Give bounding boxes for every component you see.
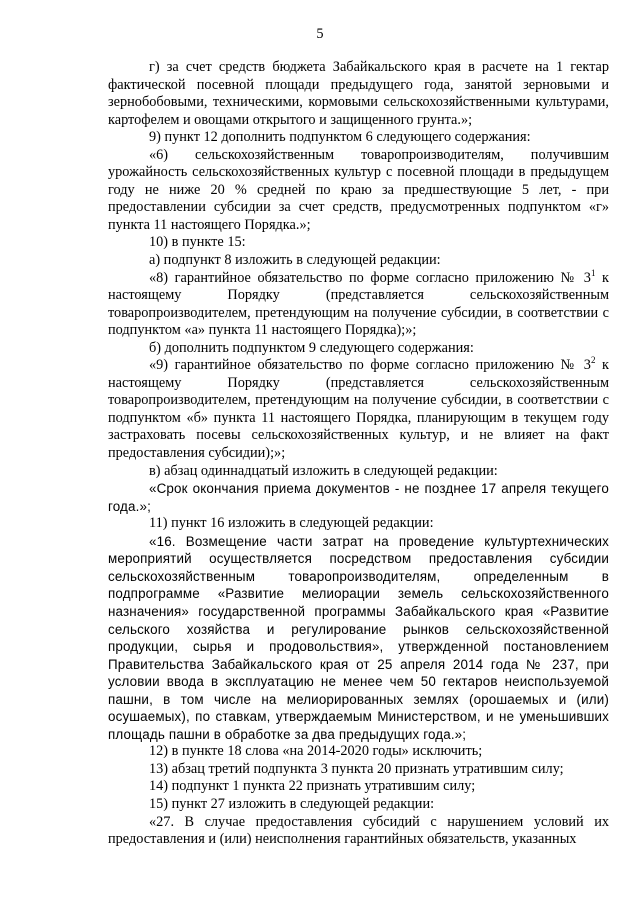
paragraph-item-11: 11) пункт 16 изложить в следующей редакции: <box>149 515 434 532</box>
paragraph-item-14: 14) подпункт 1 пункта 22 признать утратившим силу; <box>149 778 476 795</box>
paragraph-item-16-text: «16. Возмещение части затрат на проведение культуртехнических мероприятий осуществляется посредством предоставления субсидии сельскохозяйственным товаропроизводителям, определенным в подпрограмме «Развитие мелиорации земель сельскохозяйственного назначения» государственной программы Забайкальского края «Развитие сельского хозяйства и регулирование рынков сельскохозяйственной продукции, сырья и продовольствия», утвержденной постановлением Правительства Забайкальского края от 25 апреля 2014 года № 237, при условии ввода в эксплуатацию не менее чем 50 гектаров неиспользуемой пашни, в том числе на мелиорированных землях (орошаемых и (или) осушаемых), по ставкам, утверждаемым Министерством, и не уменьшивших площадь пашни в обработке за два предыдущих года.»; <box>108 533 609 742</box>
appendix-superscript-2: 2 <box>590 355 596 366</box>
document-body <box>108 59 609 849</box>
paragraph-item-27-text: «27. В случае предоставления субсидий с нарушением условий их предоставления и (или) неисполнения гарантийных обязательств, указанных <box>108 813 609 848</box>
paragraph-item-9: 9) пункт 12 дополнить подпунктом 6 следующего содержания: <box>149 129 531 146</box>
page-number: 5 <box>316 26 324 42</box>
appendix-superscript-1: 1 <box>590 267 596 278</box>
paragraph-subitem-v: в) абзац одиннадцатый изложить в следующей редакции: <box>149 462 498 479</box>
paragraph-item-10: 10) в пункте 15: <box>149 234 246 251</box>
paragraph-subitem-b: б) дополнить подпунктом 9 следующего содержания: <box>149 339 474 356</box>
paragraph-subitem-g: г) за счет средств бюджета Забайкальского края в расчете на 1 гектар фактической посевной площади предыдущего года, занятой зерновыми и зернобобовыми, техническими, кормовыми сельскохозяйственными культурами, картофелем и овощами открытого и защищенного грунта.»; <box>108 59 609 128</box>
paragraph-subitem-9-text-after: к настоящему Порядку (представляется сельскохозяйственным товаропроизводителем, претендующим на получение субсидии, в соответствии с подпунктом «б» пункта 11 настоящего Порядка, планирующим в текущем году застраховать посевы сельскохозяйственных культур, и не влияет на факт предоставления субсидии);»; <box>108 357 609 462</box>
paragraph-subitem-8-text-before: «8) гарантийное обязательство по форме согласно приложению № 3 <box>149 269 591 286</box>
paragraph-subitem-a: а) подпункт 8 изложить в следующей редакции: <box>149 252 441 269</box>
paragraph-item-12: 12) в пункте 18 слова «на 2014-2020 годы» исключить; <box>149 743 483 760</box>
paragraph-item-15: 15) пункт 27 изложить в следующей редакции: <box>149 795 435 812</box>
paragraph-subitem-6: «6) сельскохозяйственным товаропроизводителям, получившим урожайность сельскохозяйственных культур с посевной площади в предыдущем году не ниже 20 % средней по краю за предшествующие 5 лет, - при предоставлении субсидии за счет средств, предусмотренных подпунктом «г» пункта 11 настоящего Порядка.»; <box>108 146 609 233</box>
paragraph-subitem-8-text-after: к настоящему Порядку (представляется сельскохозяйственным товаропроизводителем, претендующим на получение субсидии, в соответствии с подпунктом «а» пункта 11 настоящего Порядка);»; <box>108 269 609 339</box>
paragraph-item-13: 13) абзац третий подпункта 3 пункта 20 признать утратившим силу; <box>149 760 564 777</box>
paragraph-subitem-9-text-before: «9) гарантийное обязательство по форме согласно приложению № 3 <box>149 357 591 374</box>
paragraph-subitem-9 <box>108 357 609 462</box>
paragraph-deadline: «Срок окончания приема документов - не позднее 17 апреля текущего года.»; <box>108 481 609 514</box>
paragraph-subitem-8 <box>108 267 609 340</box>
